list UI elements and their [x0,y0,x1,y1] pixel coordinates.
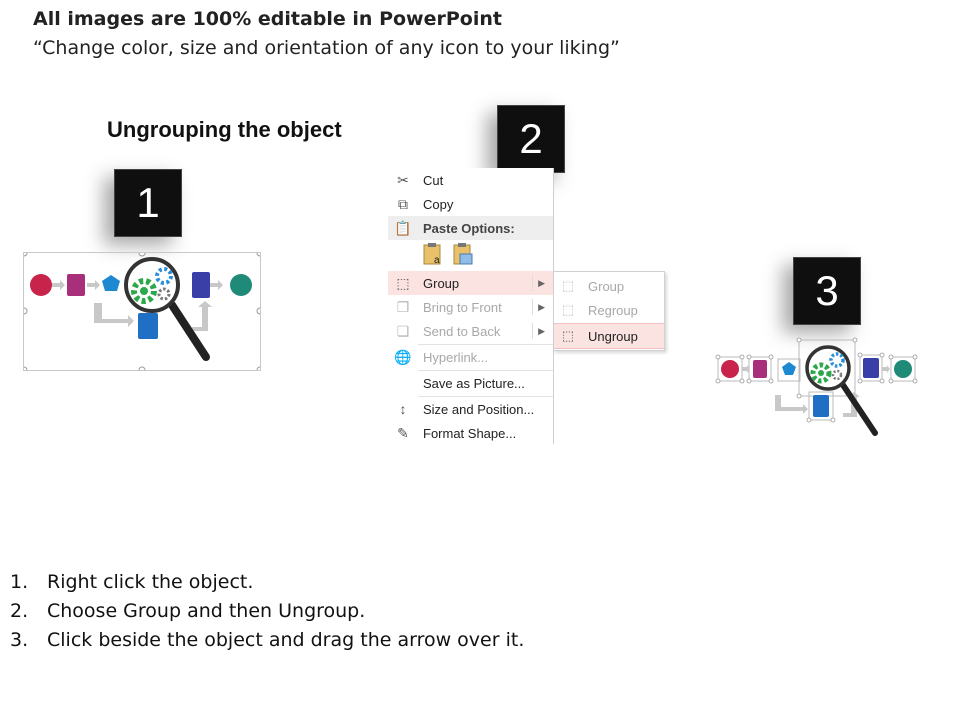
red-circle-shape [30,274,52,296]
paste-options-icons [422,242,474,266]
ungrouped-object[interactable] [715,335,920,445]
indigo-square-shape [192,272,210,298]
magenta-square-shape [753,360,767,378]
chevron-right-icon: ▶ [538,277,545,288]
group-submenu [553,271,665,351]
menu-item-hyperlink[interactable]: 🌐 Hyperlink... [394,348,489,365]
step-badge-1: 1 [114,169,182,237]
menu-item-save-as-picture[interactable]: Save as Picture... [423,375,525,391]
send-back-icon: ❏ [396,322,410,339]
pentagon-shape [782,362,796,375]
header-title: All images are 100% editable in PowerPoint [33,8,502,30]
pentagon-shape [102,275,120,291]
submenu-item-group[interactable]: ⬚ Group [554,274,664,298]
menu-item-bring-to-front[interactable]: ❐ Bring to Front ▶ [388,295,553,319]
bring-front-icon: ❐ [396,298,410,315]
menu-item-cut[interactable]: ✂ Cut [388,168,553,192]
instruction-item: 1. Right click the object. [10,571,254,593]
menu-item-send-to-back[interactable]: ❏ Send to Back ▶ [388,319,553,343]
magenta-square-shape [67,274,85,296]
teal-circle-shape [230,274,252,296]
menu-item-group[interactable]: ⬚ Group ▶ [388,271,553,295]
paste-text-icon[interactable] [422,242,444,266]
blue-square-shape [138,313,158,339]
instruction-list [10,568,524,655]
copy-icon: ⧉ [398,195,408,212]
blue-square-shape [813,395,829,417]
menu-item-size-and-position[interactable]: ↕ Size and Position... [388,397,553,421]
grouped-object-graphic [24,253,260,370]
submenu-item-regroup[interactable]: ⬚ Regroup [554,298,664,322]
svg-text:a: a [434,255,440,266]
chevron-right-icon: ▶ [538,301,545,312]
regroup-icon: ⬚ [561,302,575,317]
chevron-right-icon: ▶ [538,325,545,336]
indigo-square-shape [863,358,879,378]
teal-circle-shape [894,360,912,378]
menu-item-paste-options: 📋 Paste Options: [388,216,553,240]
menu-item-copy[interactable]: ⧉ Copy [388,192,553,216]
hyperlink-icon: 🌐 [394,348,412,365]
instruction-item: 2. Choose Group and then Ungroup. [10,600,366,622]
group-icon: ⬚ [561,278,575,293]
submenu-item-ungroup[interactable]: ⬚ Ungroup [554,323,664,349]
scissors-icon: ✂ [397,171,409,188]
context-menu [388,168,554,444]
red-circle-shape [721,360,739,378]
clipboard-icon: 📋 [394,219,412,236]
ungrouped-object-graphic [715,335,920,445]
group-icon: ⬚ [396,274,410,291]
step-badge-3: 3 [793,257,861,325]
size-position-icon: ↕ [399,401,407,417]
instruction-item: 3. Click beside the object and drag the arrow over it. [10,629,525,651]
format-shape-icon: ✎ [397,424,409,441]
grouped-object[interactable] [23,252,261,371]
ungroup-icon: ⬚ [561,328,575,343]
paste-picture-icon[interactable] [452,242,474,266]
step-badge-2: 2 [497,105,565,173]
section-title: Ungrouping the object [107,117,342,142]
menu-item-format-shape[interactable]: ✎ Format Shape... [388,421,553,445]
header-subtitle: “Change color, size and orientation of any icon to your liking” [33,37,620,59]
